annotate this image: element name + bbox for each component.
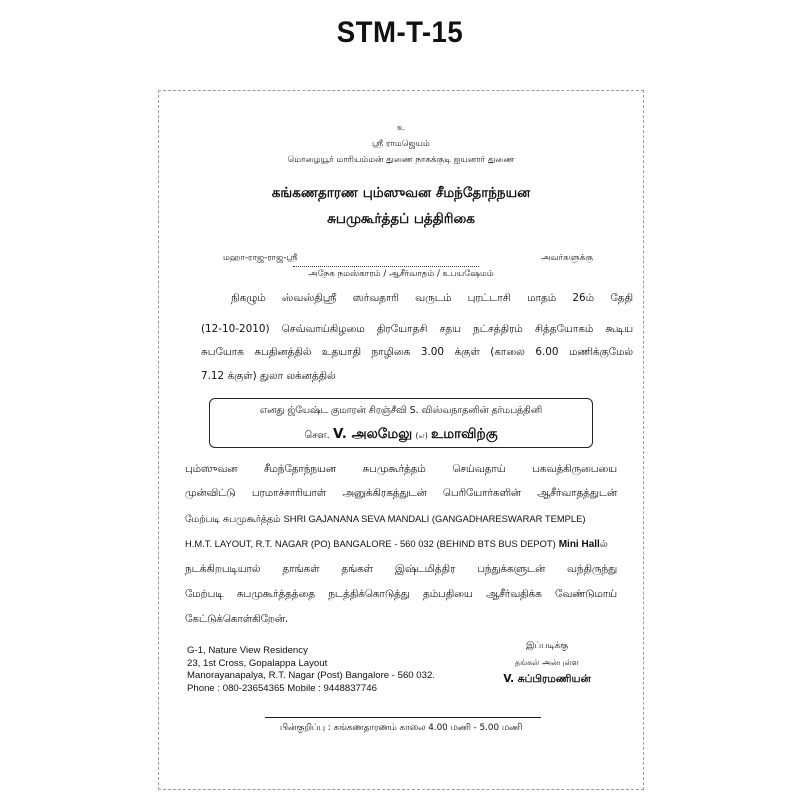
contact-phone: Phone : 080-23654365 Mobile : 9448837746 xyxy=(187,682,377,694)
venue-address: H.M.T. LAYOUT, R.T. NAGAR (PO) BANGALORE - 560 032 (BEHIND BTS BUS DEPOT) xyxy=(185,538,556,549)
signature-line1: இப்படிக்கு xyxy=(525,641,569,651)
signature-block xyxy=(487,641,607,686)
invitation-card xyxy=(158,90,644,790)
venue-hall: Mini Hall xyxy=(558,539,600,550)
bride-name-line xyxy=(210,426,592,444)
para2-line: பும்ஸுவன சீமந்தோந்நயன சுபமுகூர்த்தம் செய்வதாய் பகவத்கிருபையை xyxy=(185,463,617,475)
card-code: STM-T-15 xyxy=(336,16,464,49)
para3-line: கேட்டுக்கொள்கிறேன். xyxy=(185,613,289,625)
bride-name-alt: உமாவிற்கு xyxy=(431,426,498,442)
venue-line xyxy=(185,513,586,526)
para3-line: மேற்படி சுபமுகூர்த்தத்தை நடத்திக்கொடுத்து தம்பதியை ஆசீர்வதிக்க வேண்டுமாய் xyxy=(185,588,617,600)
bride-alias: (எ) xyxy=(415,431,428,440)
address-line: G-1, Nature View Residency xyxy=(187,645,308,656)
para2-line: முன்விட்டு பரமாச்சாரியாள் அனுக்கிரகத்துடன் பெரியோர்களின் ஆசீர்வாதத்துடன் xyxy=(185,487,617,499)
para3-line: நடக்கிறபடியால் தாங்கள் தங்கள் இஷ்டமித்திர பந்துக்களுடன் வந்திருந்து xyxy=(185,563,617,575)
venue-hall-suffix: ல் xyxy=(599,539,608,550)
honorific: சௌ. xyxy=(304,430,330,441)
greeting-line: அநேக நமஸ்காரம் / ஆசீர்வாதம் / உபயஷேமம் xyxy=(308,269,494,279)
ceremony-title: கங்கணதாரண பும்ஸுவன சீமந்தோந்நயன xyxy=(271,185,531,201)
bride-relation-line: எனது ஜ்யேஷ்ட குமாரன் சிரஞ்சீவி S. விஸ்வநாதனின் தர்மபத்தினி xyxy=(259,405,543,416)
para1-line: சுபயோக சுபதினத்தில் உதயாதி நாழிகை 3.00 க்குள் (காலை 6.00 மணிக்குமேல் xyxy=(201,346,633,358)
bride-box xyxy=(209,398,593,448)
invitation-title: சுபமுகூர்த்தப் பத்திரிகை xyxy=(327,211,475,227)
deity-blessing-line: மொழையூர் மாரியம்மன் துணை நாகக்குடி ஐயனார் துணை xyxy=(287,155,515,165)
bride-name: V. அலமேலு xyxy=(333,426,413,442)
footnote: பின்குறிப்பு : கங்கணதாரணம் காலை 4.00 மணி - 5.00 மணி xyxy=(279,723,523,733)
signature-line2: தங்கள் அன்புள்ள xyxy=(514,658,580,667)
para1-line: நிகழும் ஸ்வஸ்திஸ்ரீ ஸர்வதாரி வருடம் புரட்டாசி மாதம் 26ம் தேதி xyxy=(231,292,633,304)
address-line: 23, 1st Cross, Gopalappa Layout xyxy=(187,657,328,669)
venue-address-line xyxy=(185,538,608,551)
sender-address xyxy=(187,645,435,695)
venue-name: SHRI GAJANANA SEVA MANDALI (GANGADHARESWARAR TEMPLE) xyxy=(283,513,586,524)
address-line: Manorayanapalya, R.T. Nagar (Post) Bangalore - 560 032. xyxy=(187,670,435,681)
para1-line: 7.12 க்குள்) துலா லக்னத்தில் xyxy=(201,370,336,382)
name-fill-line xyxy=(293,259,479,267)
venue-tamil-prefix: மேற்படி சுபமுகூர்த்தம் xyxy=(185,514,281,525)
para1-line: (12-10-2010) செவ்வாய்கிழமை திரயோதசி சதய நட்சத்திரம் சித்தயோகம் கூடிய xyxy=(201,323,633,335)
address-prefix: மஹா-ராஜ-ராஜ-ஸ்ரீ xyxy=(223,253,298,263)
footnote-divider xyxy=(265,717,541,718)
address-suffix: அவர்களுக்கு xyxy=(541,253,593,263)
sri-ramajayam: ஸ்ரீ ராமஜெயம் xyxy=(372,139,430,149)
sender-name: V. சுப்பிரமணியன் xyxy=(503,673,591,685)
pillaiyar-suli: உ xyxy=(397,123,405,133)
